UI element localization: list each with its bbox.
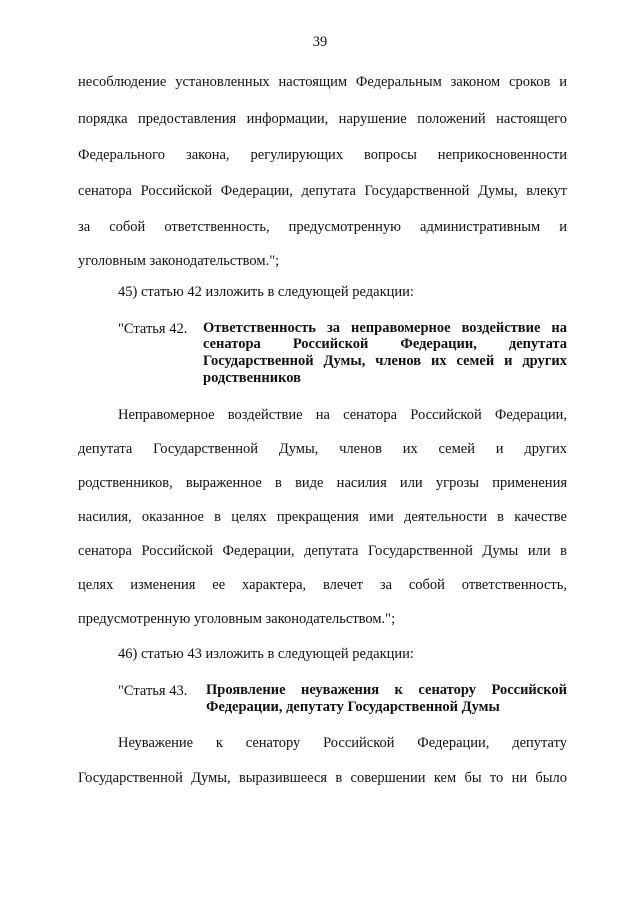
article-42-title-line-3: Государственной Думы, членов их семей и других bbox=[203, 353, 567, 369]
article-42-body-line-1: Неправомерное воздействие на сенатора Российской Федерации, bbox=[118, 407, 567, 423]
article-42-title-line-4: родственников bbox=[203, 370, 302, 386]
article-42-title-line-2: сенатора Российской Федерации, депутата bbox=[203, 336, 567, 352]
article-42-body-line-5: сенатора Российской Федерации, депутата Государственной Думы или в bbox=[78, 543, 567, 559]
paragraph-1-line-6: уголовным законодательством."; bbox=[78, 253, 280, 269]
paragraph-1-line-3: Федерального закона, регулирующих вопросы неприкосновенности bbox=[78, 147, 567, 163]
article-43-body-line-1: Неуважение к сенатору Российской Федерации, депутату bbox=[118, 735, 567, 751]
page-number: 39 bbox=[312, 34, 328, 50]
article-42-label: "Статья 42. bbox=[118, 321, 188, 337]
paragraph-1-line-4: сенатора Российской Федерации, депутата Государственной Думы, влекут bbox=[78, 183, 567, 199]
article-43-title-line-1: Проявление неуважения к сенатору Российской bbox=[206, 682, 567, 698]
article-42-body-line-2: депутата Государственной Думы, членов их семей и других bbox=[78, 441, 567, 457]
item-46-text: 46) статью 43 изложить в следующей редакции: bbox=[118, 646, 414, 662]
paragraph-1-line-1: несоблюдение установленных настоящим Федеральным законом сроков и bbox=[78, 74, 567, 90]
article-42-title-line-1: Ответственность за неправомерное воздействие на bbox=[203, 320, 567, 336]
article-43-label: "Статья 43. bbox=[118, 683, 188, 699]
article-42-body-line-7: предусмотренную уголовным законодательством."; bbox=[78, 611, 396, 627]
article-42-body-line-3: родственников, выраженное в виде насилия или угрозы применения bbox=[78, 475, 567, 491]
article-42-body-line-4: насилия, оказанное в целях прекращения ими деятельности в качестве bbox=[78, 509, 567, 525]
item-45-text: 45) статью 42 изложить в следующей редакции: bbox=[118, 284, 414, 300]
article-43-title-line-2: Федерации, депутату Государственной Думы bbox=[206, 699, 500, 715]
article-42-body-line-6: целях изменения ее характера, влечет за собой ответственность, bbox=[78, 577, 567, 593]
article-43-body-line-2: Государственной Думы, выразившееся в совершении кем бы то ни было bbox=[78, 770, 567, 786]
paragraph-1-line-5: за собой ответственность, предусмотренную административным и bbox=[78, 219, 567, 235]
paragraph-1-line-2: порядка предоставления информации, нарушение положений настоящего bbox=[78, 111, 567, 127]
